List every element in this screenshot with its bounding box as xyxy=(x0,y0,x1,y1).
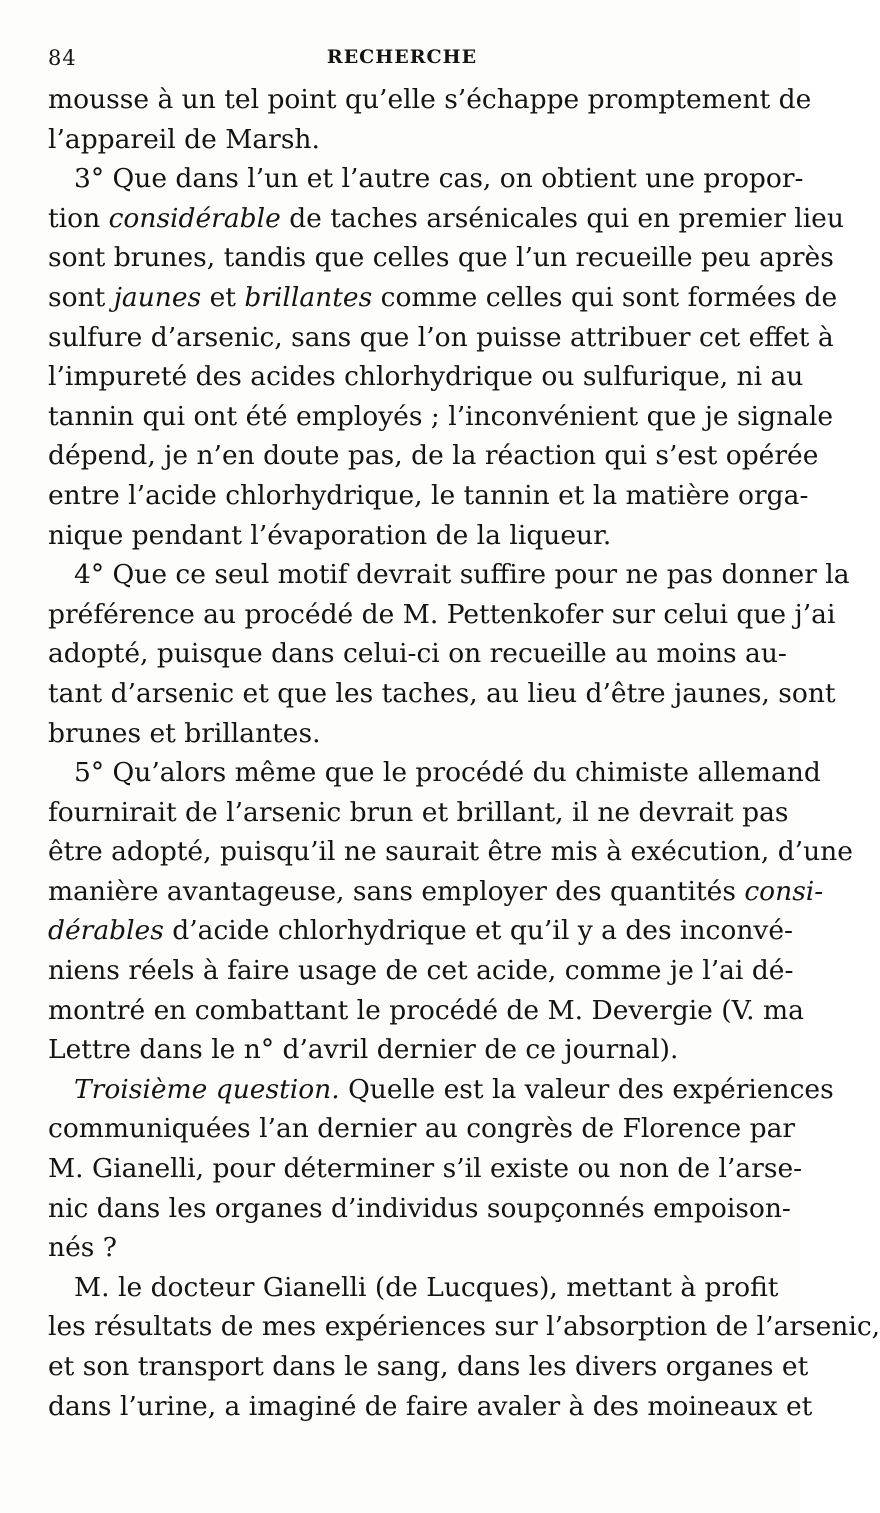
text-line: 4° Que ce seul motif devrait suffire pour ne pas donner la xyxy=(74,559,850,591)
text-line: et son transport dans le sang, dans les divers organes et xyxy=(48,1351,809,1382)
text-line: nic dans les organes d’individus soupçonnés empoison- xyxy=(48,1192,791,1224)
text-line: brunes et brillantes. xyxy=(48,717,321,749)
text-line xyxy=(48,1070,834,1110)
text-line: tant d’arsenic et que les taches, au lieu d’être jaunes, sont xyxy=(48,677,836,709)
text-line: l’appareil de Marsh. xyxy=(48,123,320,155)
text-line: fournirait de l’arsenic brun et brillant, il ne devrait pas xyxy=(48,796,789,828)
text-line: dans l’urine, a imaginé de faire avaler à des moineaux et xyxy=(48,1390,813,1422)
text-line: adopté, puisque dans celui-ci on recueille au moins au- xyxy=(48,638,787,670)
text-line: nique pendant l’évaporation de la liqueur. xyxy=(48,519,612,551)
italic-phrase: considérable xyxy=(108,202,281,234)
text-line: niens réels à faire usage de cet acide, comme je l’ai dé- xyxy=(48,955,794,987)
italic-phrase: Troisième question. xyxy=(74,1073,340,1105)
text-line: 3° Que dans l’un et l’autre cas, on obtient une propor- xyxy=(74,163,804,195)
text-line: communiquées l’an dernier au congrès de Florence par xyxy=(48,1113,796,1145)
italic-phrase: dérables xyxy=(48,915,164,947)
text-line: nés ? xyxy=(48,1232,117,1264)
text-run: d’acide chlorhydrique et qu’il y a des inconvé- xyxy=(163,915,794,947)
text-line xyxy=(48,872,824,912)
text-line: 5° Qu’alors même que le procédé du chimiste allemand xyxy=(74,757,821,789)
text-line: préférence au procédé de M. Pettenkofer sur celui que j’ai xyxy=(48,598,836,630)
text-run: manière avantageuse, sans employer des quantités xyxy=(48,875,745,907)
text-line xyxy=(48,278,838,318)
text-line: M. Gianelli, pour déterminer s’il existe ou non de l’arse- xyxy=(48,1153,803,1185)
page-number: 84 xyxy=(48,46,77,70)
running-title: RECHERCHE xyxy=(326,46,478,68)
text-line: montré en combattant le procédé de M. Devergie (V. ma xyxy=(48,994,804,1026)
text-run: tion xyxy=(48,202,109,234)
body-text xyxy=(48,80,880,1426)
text-run: Quelle est la valeur des expériences xyxy=(339,1073,834,1105)
page-header xyxy=(48,40,756,80)
text-line xyxy=(48,911,794,951)
text-run: de taches arsénicales qui en premier lieu xyxy=(280,202,844,234)
italic-phrase: brillantes xyxy=(244,281,373,313)
text-line: tannin qui ont été employés ; l’inconvénient que je signale xyxy=(48,400,834,432)
text-line xyxy=(48,199,844,239)
text-line: Lettre dans le n° d’avril dernier de ce journal). xyxy=(48,1034,679,1066)
text-run: sont xyxy=(48,281,114,313)
text-run: comme celles qui sont formées de xyxy=(372,281,838,313)
text-line: être adopté, puisqu’il ne saurait être mis à exécution, d’une xyxy=(48,836,853,868)
text-line: dépend, je n’en doute pas, de la réaction qui s’est opérée xyxy=(48,440,819,472)
italic-phrase: consi- xyxy=(744,875,824,907)
text-line: l’impureté des acides chlorhydrique ou sulfurique, ni au xyxy=(48,361,804,393)
text-run: et xyxy=(201,281,245,313)
italic-phrase: jaunes xyxy=(113,281,202,313)
text-line: entre l’acide chlorhydrique, le tannin et la matière orga- xyxy=(48,479,809,511)
text-line: sulfure d’arsenic, sans que l’on puisse attribuer cet effet à xyxy=(48,321,834,353)
text-line: M. le docteur Gianelli (de Lucques), mettant à profit xyxy=(74,1271,779,1303)
text-line: les résultats de mes expériences sur l’absorption de l’arsenic, xyxy=(48,1311,880,1343)
text-line: sont brunes, tandis que celles que l’un recueille peu après xyxy=(48,242,834,274)
text-line: mousse à un tel point qu’elle s’échappe promptement de xyxy=(48,84,812,115)
